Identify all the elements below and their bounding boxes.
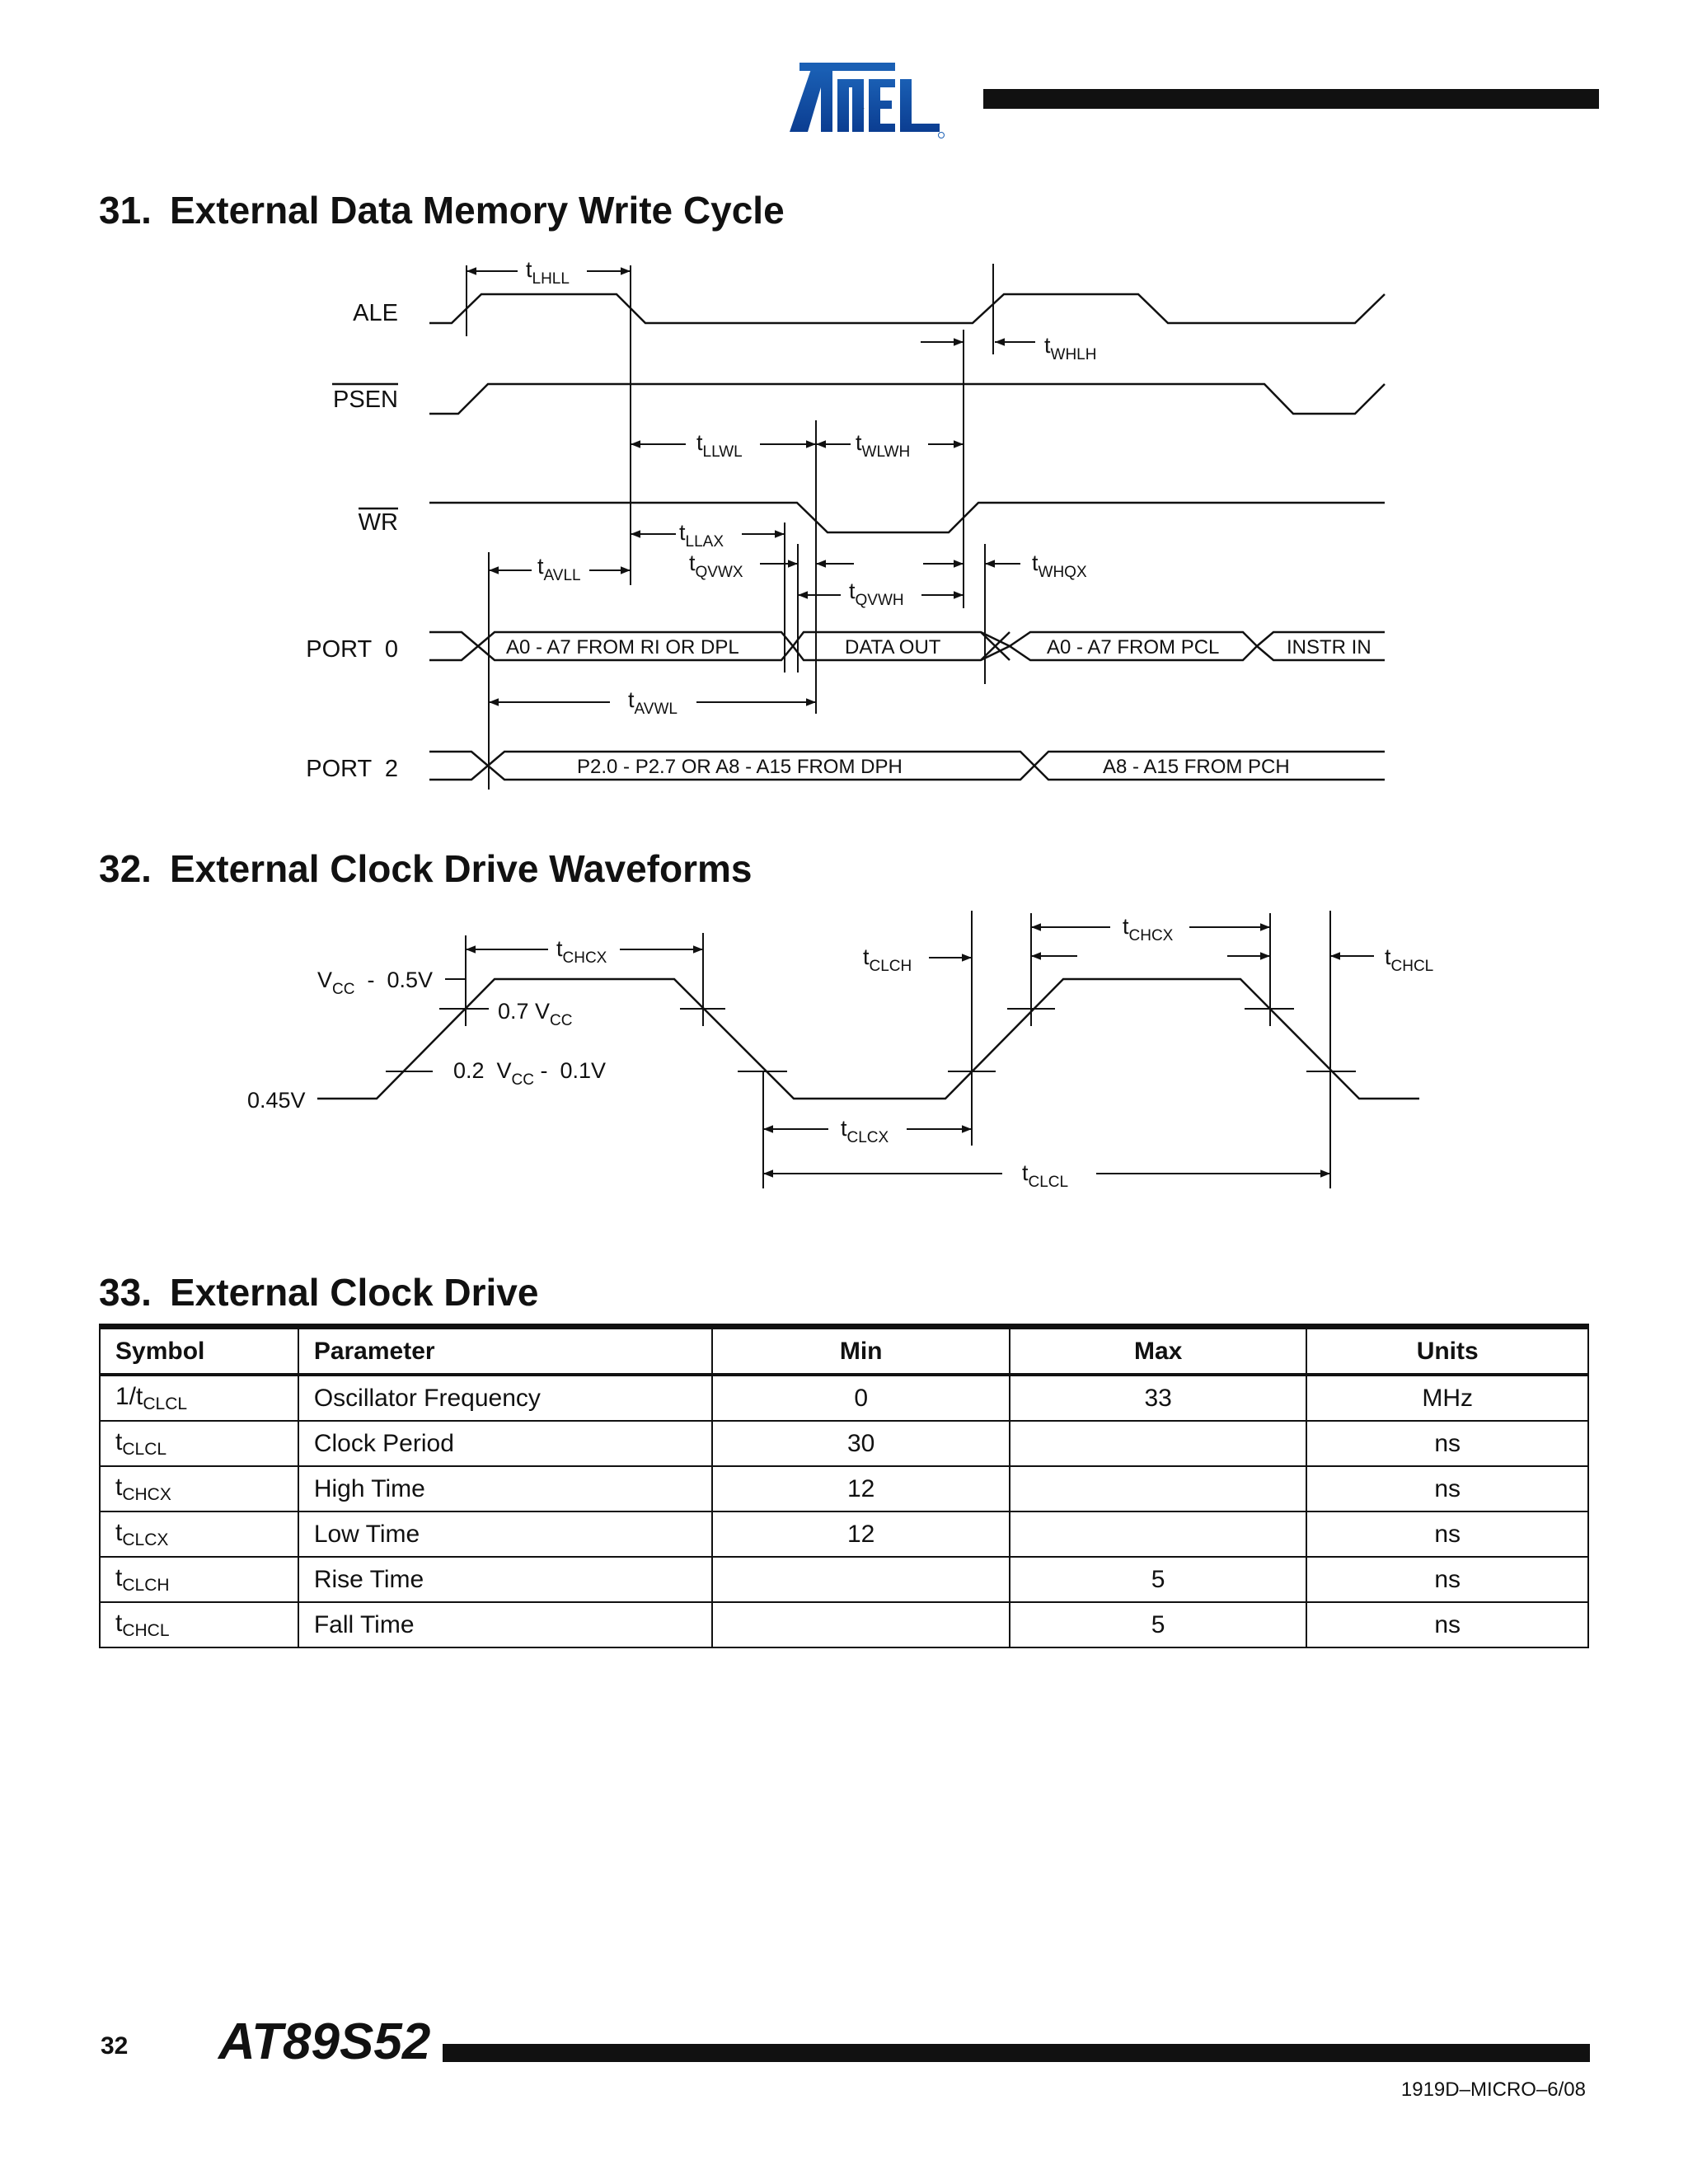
level-vcc-minus-0-5v: $V_{CC} - 0.5V$	[317, 968, 434, 998]
wr-waveform	[429, 503, 1385, 532]
table-row	[100, 1511, 1588, 1557]
page-number: 32	[101, 2032, 129, 2060]
signal-wr: WR	[358, 509, 398, 536]
footer-rule	[443, 2044, 1590, 2062]
port0-field-address-low: A0 - A7 FROM RI OR DPL	[506, 636, 739, 658]
timing-twhlh: $t_{WHLH}$	[1044, 333, 1097, 363]
signal-psen: PSEN	[333, 387, 398, 413]
cell-min	[712, 1557, 1009, 1602]
cell-units: MHz	[1306, 1375, 1588, 1421]
table-33-title-text: External Clock Drive	[170, 1271, 539, 1314]
cell-units: ns	[1306, 1511, 1588, 1557]
cell-units: ns	[1306, 1557, 1588, 1602]
signal-port2: PORT 2	[306, 756, 398, 782]
figure-31-number: 31.	[99, 189, 152, 232]
signal-ale: ALE	[353, 300, 398, 326]
cell-max	[1010, 1466, 1306, 1511]
cell-min	[712, 1602, 1009, 1647]
figure-31-title	[99, 188, 785, 232]
cell-symbol: $t_{CLCX}$	[100, 1511, 298, 1557]
cell-max	[1010, 1511, 1306, 1557]
table-row	[100, 1375, 1588, 1421]
cell-min: 0	[712, 1375, 1009, 1421]
cell-units: ns	[1306, 1602, 1588, 1647]
header-rule	[983, 89, 1599, 109]
cell-parameter: Low Time	[298, 1511, 713, 1557]
signal-port0: PORT 0	[306, 636, 398, 663]
psen-waveform	[429, 384, 1385, 414]
external-clock-drive-table	[99, 1324, 1589, 1648]
timing-tavwl: $t_{AVWL}$	[628, 687, 678, 718]
timing-twlwh: $t_{WLWH}$	[856, 430, 911, 461]
level-0-45v: 0.45V	[247, 1088, 306, 1113]
timing-tllwl: $t_{LLWL}$	[696, 430, 743, 461]
cell-symbol: $t_{CHCX}$	[100, 1466, 298, 1511]
port0-field-instr-in: INSTR IN	[1287, 636, 1372, 658]
figure-31-title-text: External Data Memory Write Cycle	[170, 189, 785, 232]
clock-timing-tchcx-2: $t_{CHCX}$	[1123, 914, 1174, 944]
cell-parameter: Fall Time	[298, 1602, 713, 1647]
clock-timing-tclcl: $t_{CLCL}$	[1022, 1160, 1069, 1191]
figure-32-title	[99, 846, 752, 891]
atmel-logo	[783, 59, 948, 138]
cell-min: 12	[712, 1511, 1009, 1557]
clock-timing-tchcl: $t_{CHCL}$	[1385, 944, 1434, 975]
level-0-2-vcc-minus-0-1v: 0.2 $V_{CC} - 0.1V$	[453, 1058, 607, 1089]
header-parameter: Parameter	[298, 1327, 713, 1376]
timing-tllax: $t_{LLAX}$	[679, 520, 724, 551]
table-row	[100, 1602, 1588, 1647]
table-header-row	[100, 1327, 1588, 1376]
cell-units: ns	[1306, 1421, 1588, 1466]
cell-max	[1010, 1421, 1306, 1466]
cell-min: 30	[712, 1421, 1009, 1466]
cell-max: 33	[1010, 1375, 1306, 1421]
table-33-number: 33.	[99, 1271, 152, 1314]
port0-field-pcl: A0 - A7 FROM PCL	[1047, 636, 1220, 658]
header-units: Units	[1306, 1327, 1588, 1376]
cell-symbol: $t_{CHCL}$	[100, 1602, 298, 1647]
header-symbol: Symbol	[100, 1327, 298, 1376]
cell-max: 5	[1010, 1602, 1306, 1647]
clock-timing-tclcx: $t_{CLCX}$	[841, 1116, 889, 1146]
timing-tavll: $t_{AVLL}$	[537, 554, 581, 584]
cell-parameter: Oscillator Frequency	[298, 1375, 713, 1421]
cell-parameter: Rise Time	[298, 1557, 713, 1602]
cell-max: 5	[1010, 1557, 1306, 1602]
timing-tlhll: $t_{LHLL}$	[526, 257, 570, 288]
cell-parameter: High Time	[298, 1466, 713, 1511]
cell-parameter: Clock Period	[298, 1421, 713, 1466]
cell-symbol: $t_{CLCH}$	[100, 1557, 298, 1602]
cell-symbol: $1/t_{CLCL}$	[100, 1375, 298, 1421]
timing-tqvwh: $t_{QVWH}$	[849, 579, 904, 609]
table-33-title	[99, 1270, 538, 1315]
write-cycle-timing-diagram	[0, 247, 1688, 808]
clock-timing-tclch: $t_{CLCH}$	[863, 944, 912, 975]
header-min: Min	[712, 1327, 1009, 1376]
clock-timing-tchcx-1: $t_{CHCX}$	[556, 936, 607, 967]
port2-field-dph: P2.0 - P2.7 OR A8 - A15 FROM DPH	[577, 756, 903, 778]
table-row	[100, 1557, 1588, 1602]
figure-32-title-text: External Clock Drive Waveforms	[170, 847, 753, 890]
figure-32-number: 32.	[99, 847, 152, 890]
header-max: Max	[1010, 1327, 1306, 1376]
cell-min: 12	[712, 1466, 1009, 1511]
table-row	[100, 1421, 1588, 1466]
timing-tqvwx: $t_{QVWX}$	[689, 551, 743, 581]
clock-waveform-diagram	[0, 898, 1688, 1203]
ale-waveform	[429, 294, 1385, 323]
document-id: 1919D–MICRO–6/08	[1400, 2079, 1586, 2101]
timing-twhqx: $t_{WHQX}$	[1032, 551, 1087, 581]
cell-symbol: $t_{CLCL}$	[100, 1421, 298, 1466]
part-number: AT89S52	[218, 2013, 431, 2070]
port2-field-pch: A8 - A15 FROM PCH	[1103, 756, 1290, 778]
table-row	[100, 1466, 1588, 1511]
cell-units: ns	[1306, 1466, 1588, 1511]
logo-text: ATMEL	[862, 109, 865, 110]
level-0-7-vcc: 0.7 $V_{CC}$	[498, 999, 573, 1029]
port0-field-data-out: DATA OUT	[845, 636, 941, 658]
